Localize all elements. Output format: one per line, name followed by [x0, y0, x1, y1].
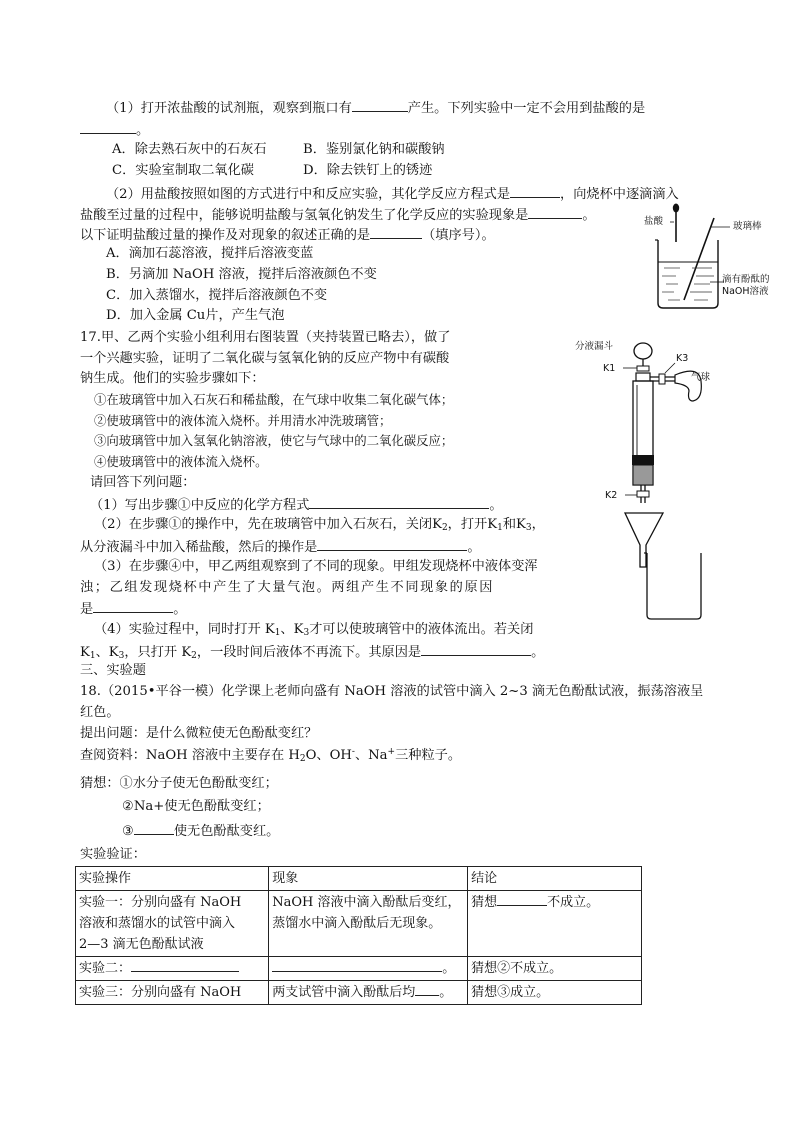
q16-part1-line2: [80, 120, 149, 140]
q18-g3-text: ③: [122, 824, 134, 839]
subscript: 2: [441, 523, 448, 533]
q16-option-a2: A．滴加石蕊溶液，搅拌后溶液变蓝: [106, 246, 314, 261]
table-cell: [76, 891, 269, 957]
section-heading: 三、实验题: [80, 663, 146, 678]
q17-answer-1: [90, 495, 503, 515]
q17-answer-4-line1: [94, 621, 533, 639]
q17-answer-3-line1: （3）在步骤④中，甲乙两组观察到了不同的现象。甲组发现烧杯中液体变浑: [94, 559, 538, 574]
cell-line: 2—3 滴无色酚酞试液: [79, 937, 204, 952]
cell-line: 实验一：分别向盛有 NaOH: [79, 895, 242, 910]
q16-option-b: B．鉴别氯化钠和碳酸钠: [303, 142, 445, 157]
q17-answer-2-line2: [80, 537, 481, 557]
q17-a3-end: 。: [173, 602, 187, 617]
k2-label: K2: [605, 490, 618, 501]
q17-a2-text-b: ，打开: [447, 517, 488, 532]
table-header-row: [76, 867, 642, 891]
q16-p2-text-e: 以下证明盐酸过量的操作及对现象的叙述正确的是: [80, 228, 371, 243]
subscript: 1: [497, 523, 503, 533]
answer-blank: [415, 982, 439, 996]
cell-text: 猜想: [471, 895, 498, 910]
k3-stopcock: [659, 374, 665, 384]
q16-option-c: C．实验室制取二氧化碳: [112, 163, 254, 178]
q17-intro-line1: 17.甲、乙两个实验小组利用右图装置（夹持装置已略去），做了: [80, 330, 451, 345]
tube-liquid: [633, 465, 653, 485]
cell-text: 。: [442, 961, 456, 976]
k3-pointer: [665, 363, 675, 373]
q17-a2-text-e: 从分液漏斗中加入稀盐酸，然后的操作是: [80, 540, 318, 555]
answer-blank: [309, 495, 489, 509]
table-header-cell: 现象: [269, 867, 468, 891]
q17-a4-text-b: 、K: [280, 622, 304, 637]
answer-blank: [93, 599, 173, 613]
q18-reference: [80, 747, 461, 765]
table-cell: [76, 957, 269, 981]
cell-line: 溶液和蒸馏水的试管中滴入: [79, 916, 236, 931]
q17-a4-text-e: 、K: [95, 645, 119, 660]
q17-step-3: ③向玻璃管中加入氢氧化钠溶液，使它与气球中的二氧化碳反应；: [94, 433, 454, 448]
acid-label: 盐酸: [644, 216, 664, 227]
answer-blank: [497, 892, 547, 906]
table-cell: 猜想③成立。: [468, 981, 642, 1005]
q16-p1-text: （1）打开浓盐酸的试剂瓶，观察到瓶口有: [106, 101, 352, 116]
cell-text: 。: [439, 985, 453, 1000]
q17-a2-text-c: 和: [502, 517, 517, 532]
table-cell: [269, 891, 468, 957]
k2-stopcock: [637, 491, 649, 497]
table-row: [76, 891, 642, 957]
stopper: [636, 373, 650, 381]
q16-p1-text-b: 产生。下列实验中一定不会用到盐酸的是: [407, 101, 646, 116]
q16-p1-end: 。: [136, 123, 150, 138]
table-cell: 猜想②不成立。: [468, 957, 642, 981]
table-cell: [269, 957, 468, 981]
q18-guess-3: [122, 821, 279, 841]
balloon-label: 气球: [691, 372, 711, 383]
k1-stopcock: [637, 366, 649, 371]
funnel-bulb: [634, 343, 652, 359]
q16-p2-text-f: （填序号）。: [422, 228, 495, 243]
q17-ask: 请回答下列问题：: [90, 475, 196, 490]
q17-a1-text: （1）写出步骤①中反应的化学方程式: [90, 498, 310, 513]
conical-funnel: [625, 513, 663, 567]
answer-blank: [317, 537, 467, 551]
beaker-bottom: [647, 553, 701, 619]
q18-ref-text-b: O、OH: [305, 748, 352, 763]
table-header-cell: 结论: [468, 867, 642, 891]
q17-intro-line3: 钠生成。他们的实验步骤如下：: [80, 371, 265, 386]
q17-step-4: ④使玻璃管中的液体流入烧杯。: [94, 454, 268, 469]
k3-label: K3: [676, 353, 689, 364]
glass-rod: [684, 218, 714, 300]
q17-a4-end: 。: [531, 645, 545, 660]
q16-p2-text-d: 。: [582, 208, 596, 223]
answer-blank: [272, 958, 442, 972]
q17-a2-k: K: [432, 517, 442, 532]
q16-p2-text-c: 盐酸至过量的过程中，能够说明盐酸与氢氧化钠发生了化学反应的实验现象是: [80, 208, 529, 223]
q17-a2-text-d: ，: [531, 517, 545, 532]
answer-blank: [370, 225, 422, 239]
q16-part2-line2: [80, 205, 596, 225]
q16-option-a: A．除去熟石灰中的石灰石: [112, 142, 267, 157]
q18-verify-label: 实验验证：: [80, 847, 146, 862]
q16-option-b2: B．另滴加 NaOH 溶液，搅拌后溶液颜色不变: [106, 267, 377, 282]
cell-line: 蒸馏水中滴入酚酞后无现象。: [272, 916, 442, 931]
q18-ref-text: 查阅资料：NaOH 溶液中主要存在 H: [80, 748, 300, 763]
subscript: 2: [299, 754, 306, 764]
answer-blank: [134, 821, 174, 835]
liquid-lines: [662, 268, 714, 300]
q17-a2-k: K: [516, 517, 526, 532]
q17-intro-line2: 一个兴趣实验，证明了二氧化碳与氢氧化钠的反应产物中有碳酸: [80, 351, 450, 366]
q18-ref-text-c: 、Na: [354, 748, 388, 763]
q17-a4-text-g: ，一段时间后液体不再流下。其原因是: [196, 645, 422, 660]
q17-answer-2-line1: [94, 516, 545, 534]
table-row: [76, 981, 642, 1005]
q18-guess-1: 猜想：①水分子使无色酚酞变红；: [80, 776, 278, 791]
q18-g3-text-b: 使无色酚酞变红。: [173, 824, 280, 839]
q16-option-d: D．除去铁钉上的锈迹: [303, 163, 433, 178]
subscript: 3: [525, 523, 532, 533]
table-cell: 实验三：分别向盛有 NaOH: [76, 981, 269, 1005]
q17-a4-text-c: 才可以使玻璃管中的液体流出。若关闭: [309, 622, 534, 637]
table-header-cell: 实验操作: [76, 867, 269, 891]
cell-line: NaOH 溶液中滴入酚酞后变红，: [272, 895, 461, 910]
q16-option-d2: D．加入金属 Cu片，产生气泡: [106, 308, 285, 323]
table-row: [76, 957, 642, 981]
beaker: [658, 240, 718, 308]
subscript: 2: [191, 651, 197, 661]
k1-label: K1: [603, 363, 616, 374]
superscript: -: [351, 747, 355, 757]
q17-a4-text-d: K: [80, 645, 90, 660]
q18-ref-text-d: 三种粒子。: [395, 748, 462, 763]
table-cell: [269, 981, 468, 1005]
answer-blank: [528, 205, 582, 219]
q17-a4-text-f: ，只打开 K: [124, 645, 192, 660]
apparatus-figure: [575, 335, 725, 625]
subscript: 3: [303, 628, 310, 638]
q17-a3-text: 是: [80, 602, 94, 617]
subscript: 3: [118, 651, 125, 661]
cell-text: 两支试管中滴入酚酞后均: [272, 985, 416, 1000]
q17-step-2: ②使玻璃管中的液体流入烧杯。并用清水冲洗玻璃管；: [94, 413, 392, 428]
q18-guess-2: ②Na+使无色酚酞变红；: [122, 799, 270, 814]
clamp: [632, 455, 654, 465]
answer-blank: [80, 120, 136, 134]
q17-a1-end: 。: [489, 498, 503, 513]
q17-a2-k: K: [487, 517, 498, 532]
q16-part2-line1: [106, 184, 679, 204]
table-cell: [468, 891, 642, 957]
experiment-table: [75, 866, 642, 1005]
q17-a4-text: （4）实验过程中，同时打开 K: [94, 622, 275, 637]
answer-blank: [352, 98, 408, 112]
superscript: +: [387, 747, 396, 757]
answer-blank: [510, 184, 560, 198]
subscript: 1: [89, 651, 96, 661]
q18-line2: 红色。: [80, 705, 120, 720]
answer-blank: [421, 642, 531, 656]
q16-part1-line: [106, 98, 645, 118]
q17-answer-3-line2: 浊；乙组发现烧杯中产生了大量气泡。两组产生不同现象的原因: [80, 580, 495, 595]
q17-a2-text: （2）在步骤①的操作中，先在玻璃管中加入石灰石，关闭: [94, 517, 433, 532]
q16-option-c2: C．加入蒸馏水，搅拌后溶液颜色不变: [106, 288, 328, 303]
answer-blank: [131, 958, 239, 972]
q17-step-1: ①在玻璃管中加入石灰石和稀盐酸，在气球中收集二氧化碳气体；: [94, 392, 454, 407]
dropper-bulb: [673, 204, 679, 213]
q16-p2-text: （2）用盐酸按照如图的方式进行中和反应实验，其化学反应方程式是: [106, 187, 511, 202]
q17-a2-end: 。: [467, 540, 481, 555]
q18-question: 提出问题：是什么微粒使无色酚酞变红？: [80, 726, 318, 741]
q16-part2-line3: [80, 225, 495, 245]
q16-p2-text-b: ，向烧杯中逐滴滴入: [560, 187, 679, 202]
solution-label-1: 滴有酚酞的: [722, 274, 770, 285]
q17-answer-4-line2: [80, 642, 544, 662]
funnel-label: 分液漏斗: [575, 341, 614, 352]
beaker-figure: [640, 200, 770, 312]
q18-line1: 18.（2015•平谷一模）化学课上老师向盛有 NaOH 溶液的试管中滴入 2~3 滴无色酚酞试液，振荡溶液呈: [80, 684, 704, 699]
q17-answer-3-line3: [80, 599, 186, 619]
rod-label: 玻璃棒: [733, 221, 762, 232]
subscript: 1: [274, 628, 281, 638]
solution-label-2: NaOH溶液: [722, 286, 769, 297]
cell-text: 实验二：: [79, 961, 132, 976]
cell-text: 不成立。: [547, 895, 600, 910]
